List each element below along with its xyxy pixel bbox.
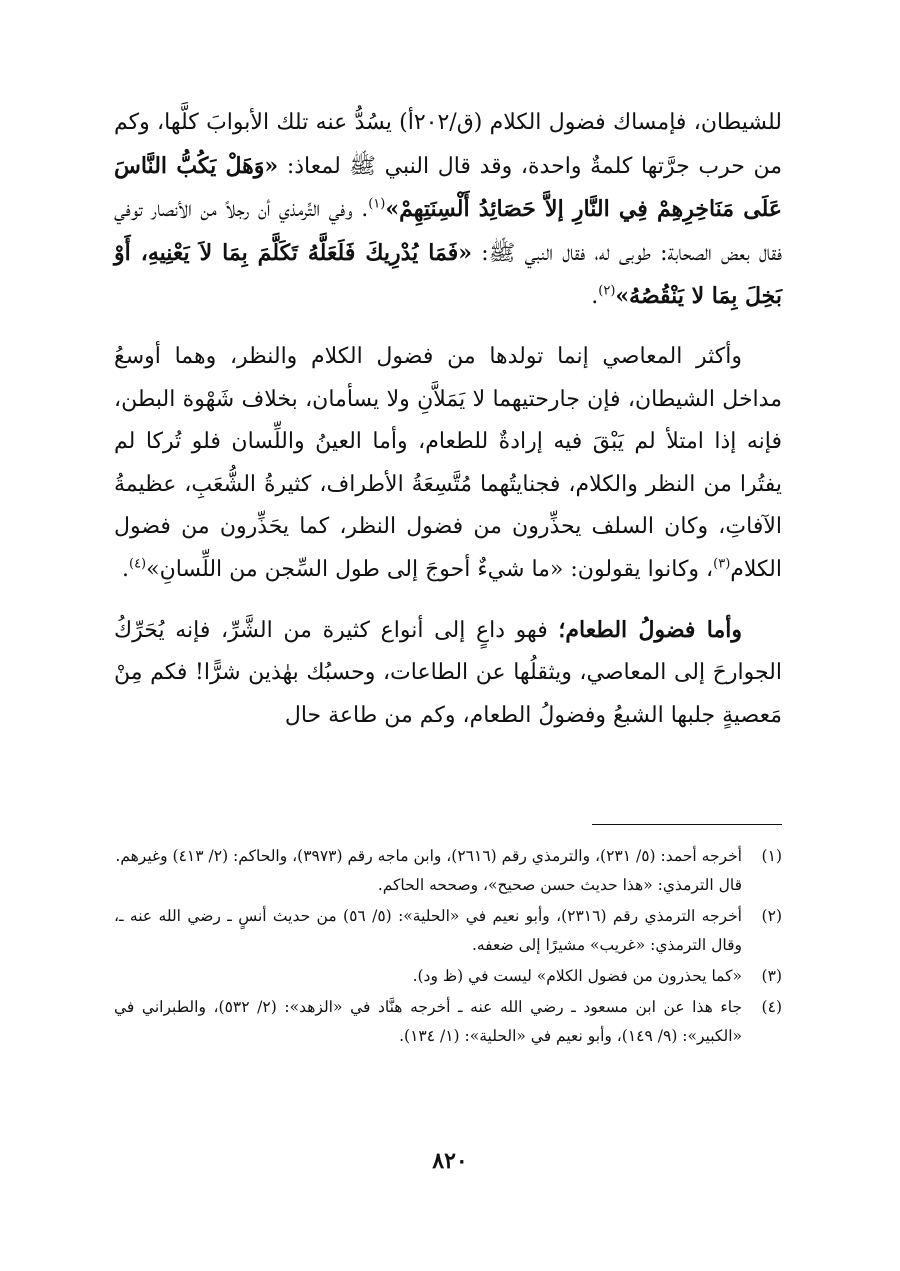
p2-text-after: ، وكانوا يقولون: «ما شيءٌ أحوجَ إلى طول السِّجن من اللِّسانِ» [146,556,714,582]
p1-line4: وفي التِّرمذي أن رجلاً من الأنصار توفي فقال بعض الصحابة: طوبى [114,197,783,266]
p2-end: . [121,556,129,582]
footnote-1 [114,842,782,900]
p1-line1: للشيطان، فإمساك فضول الكلام (ق/٢٠٢أ) يسُدُّ عنه تلك الأبوابَ [206,110,783,135]
hadith-1-end: . [361,197,369,223]
footnote-ref-2[interactable]: (٢) [598,284,616,300]
main-text [114,102,782,737]
footnote-line: جاء هذا عن ابن مسعود ـ رضي الله عنه ـ أخرجه هنَّاد في «الزهد»: (٢/ ٥٣٢)، والطبراني في «الكبير»: (٩/ ١٤٩)، وأبو نعيم في «الحلية»: (١/ ١٣٤). [114,998,742,1045]
footnote-separator [592,824,782,825]
hadith-2-end: . [591,284,599,310]
footnote-number: (١) [761,847,782,865]
footnote-number: (٣) [761,967,782,985]
footnote-line: أخرجه أحمد: (٥/ ٢٣١)، والترمذي رقم (٢٦١٦)، وابن ماجه رقم (٣٩٧٣)، والحاكم: (٢/ ٤١٣) وغيرهم. [115,847,742,865]
footnote-body [114,993,742,1051]
p1-line5: له، فقال النبي ﷺ: [471,240,610,266]
paragraph-1 [114,102,782,319]
p1-line2: كلَّها، وكم من حرب جرَّتها كلمةٌ واحدة، وقد قال النبي ﷺ لمعاذ: [114,110,782,179]
footnote-4 [114,993,782,1051]
footnote-number: (٤) [761,998,782,1016]
footnote-2 [114,902,782,960]
footnote-line: قال الترمذي: «هذا حديث حسن صحيح»، وصححه الحاكم. [377,876,742,894]
footnote-ref-3[interactable]: (٣) [713,556,731,572]
p3-lead: وأما فضولُ الطعام؛ [558,616,742,643]
p2-text: وأكثر المعاصي إنما تولدها من فضول الكلام والنظر، وهما أوسعُ مداخل الشيطان، فإن جارحتيهما لا يَمَلاَّنِ ولا يسأمان، بخلاف شَهْوة البطن، فإنه إذا امتلأ لم يَبْقَ فيه إرادةٌ للطعام، وأما العينُ واللِّسان فلو تُركا لم يفتُرا من النظر والكلام، فجنايتُهما مُتَّسِعَةُ الأطراف، كثيرةُ الشُّعَبِ، عظيمةُ الآفاتِ، وكان السلف يحذِّرون من فضول النظر، كما يحَذِّرون من فضول الكلام [114,343,782,582]
p3-text: فهو داعٍ إلى أنواع كثيرة من الشَّرِّ، فإنه يُحَرِّكُ الجوارحَ إلى المعاصي، ويثقلُها عن الطاعات، وحسبُك بهٰذين شرًّا! فكم مِنْ مَعصيةٍ جلبها الشبعُ وفضولُ الطعام، وكم من طاعة حال [114,617,782,728]
hadith-2: «فَمَا يُدْرِيكَ فَلَعَلَّهُ تَكَلَّمَ بِمَا لاَ يَعْنِيهِ، أَوْ بَخِلَ بِمَا لا يَنْقُصُهُ» [114,239,782,310]
footnote-ref-4[interactable]: (٤) [128,556,147,572]
footnote-line: أخرجه الترمذي رقم (٢٣١٦)، وأبو نعيم في «الحلية»: (٥/ ٥٦) من حديث أنسٍ ـ رضي الله عنه ـ، وقال الترمذي: «غريب» مشيرًا إلى ضعفه. [114,907,742,954]
footnote-3 [114,962,782,991]
footnote-body [114,842,742,900]
paragraph-2 [114,336,782,592]
page-number: ٨٢٠ [432,1148,468,1174]
footnote-number: (٢) [761,907,782,925]
footnote-body [114,902,742,960]
footnote-line: «كما يحذرون من فضول الكلام» ليست في (ظ ود). [412,967,742,985]
footnote-ref-1[interactable]: (١) [368,196,386,212]
footnotes [114,842,782,1051]
paragraph-3 [114,609,782,738]
footnote-body [114,962,742,991]
hadith-1: «وَهَلْ يَكُبُّ النَّاسَ عَلَى مَنَاخِرِهِمْ فِي النَّارِ إلاَّ حَصَائِدُ أَلْسِنَتِهِمْ» [114,152,783,223]
